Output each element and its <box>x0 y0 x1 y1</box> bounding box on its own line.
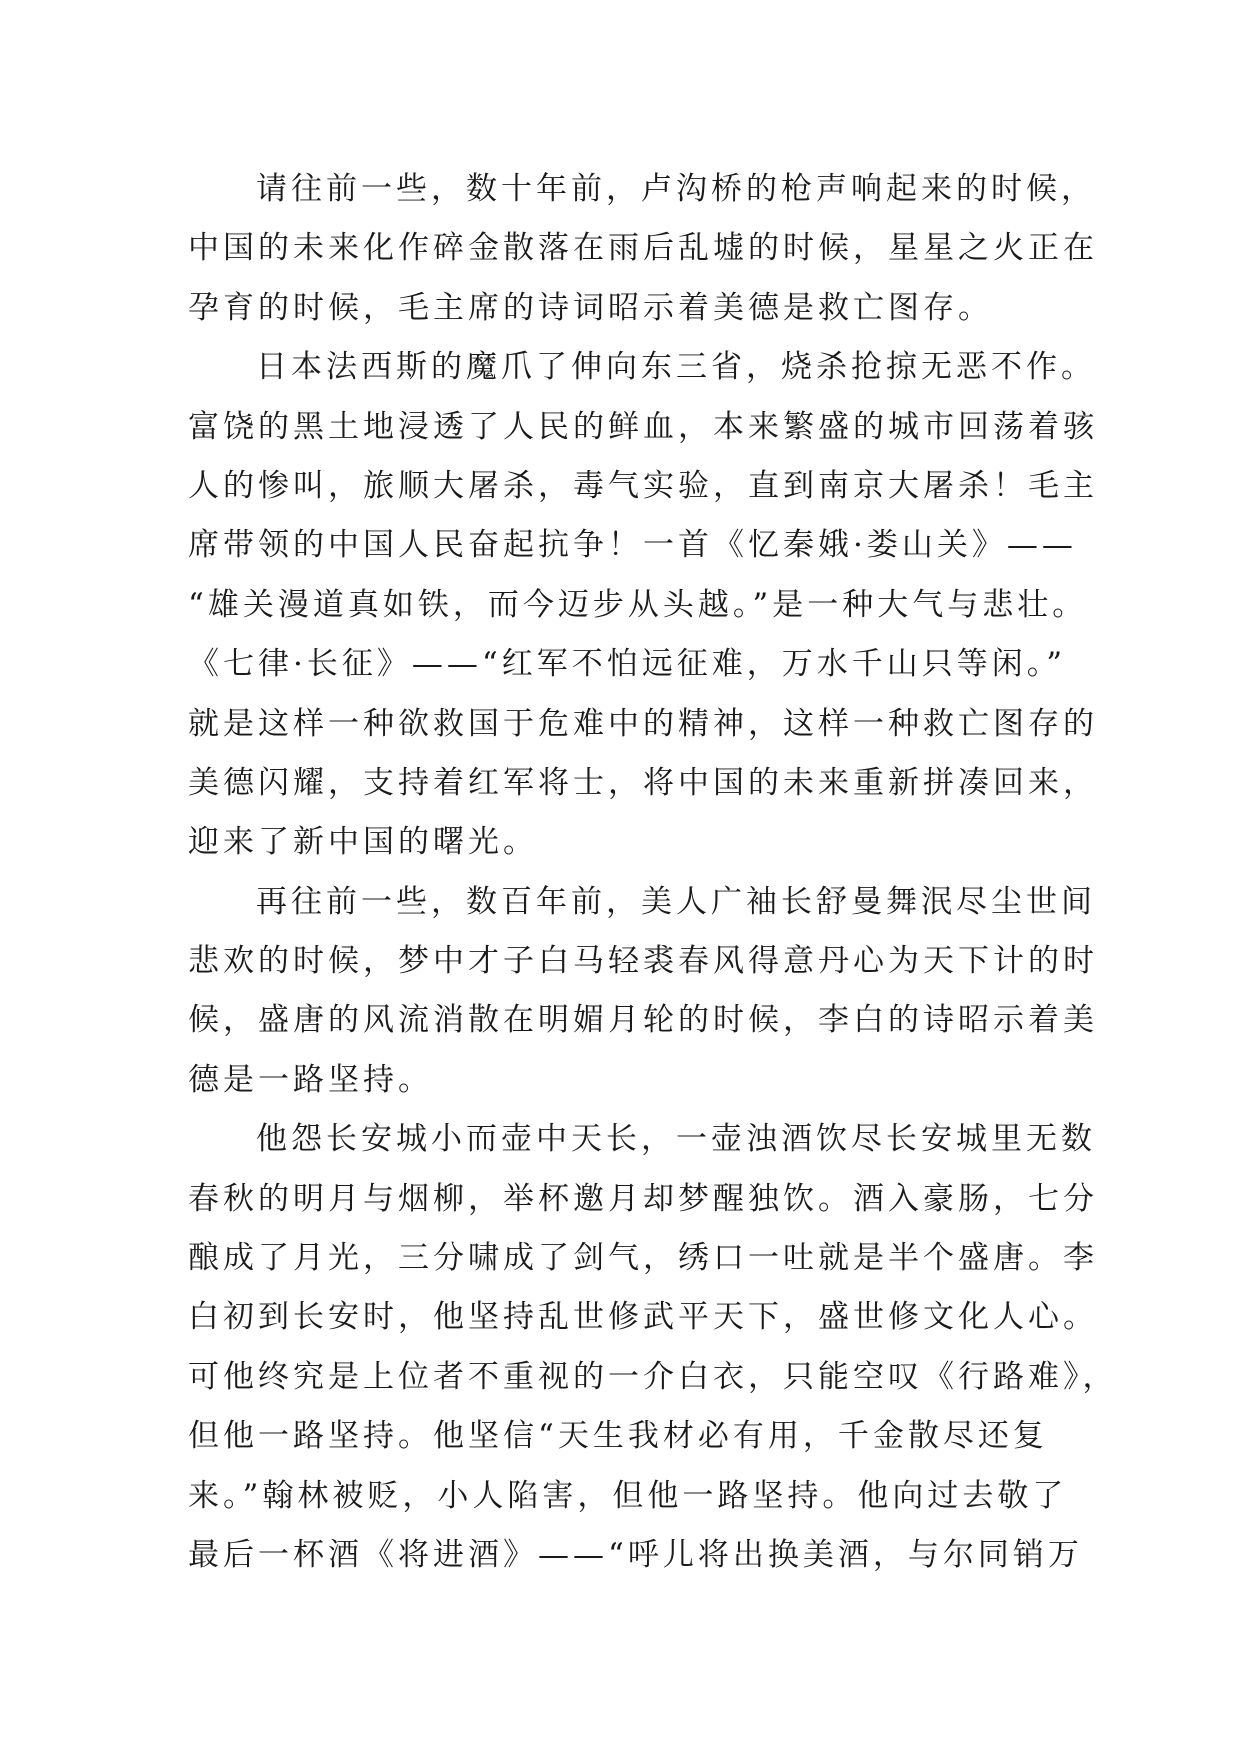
paragraph-line: 白初到长安时，他坚持乱世修武平天下，盛世修文化人心。 <box>188 1299 1098 1336</box>
paragraph-line: 中国的未来化作碎金散落在雨后乱墟的时候，星星之火正在 <box>188 230 1098 267</box>
paragraph-line: 富饶的黑土地浸透了人民的鲜血，本来繁盛的城市回荡着骇 <box>188 408 1098 445</box>
paragraph-line: 春秋的明月与烟柳，举杯邀月却梦醒独饮。酒入豪肠，七分 <box>188 1180 1098 1217</box>
paragraph-line: 请往前一些，数十年前，卢沟桥的枪声响起来的时候， <box>256 171 1096 207</box>
paragraph-line: 来。”翰林被贬，小人陷害，但他一路坚持。他向过去敬了 <box>188 1477 1068 1514</box>
paragraph-line: 就是这样一种欲救国于危难中的精神，这样一种救亡图存的 <box>188 705 1098 742</box>
paragraph-line: 《七律·长征》——“红军不怕远征难，万水千山只等闲。” <box>188 646 1067 683</box>
paragraph-line: 再往前一些，数百年前，美人广袖长舒曼舞泯尽尘世间 <box>256 883 1096 920</box>
paragraph-line: 悲欢的时候，梦中才子白马轻裘春风得意丹心为天下计的时 <box>188 943 1098 980</box>
paragraph-line: 酿成了月光，三分啸成了剑气，绣口一吐就是半个盛唐。李 <box>188 1240 1098 1277</box>
paragraph-line: 德是一路坚持。 <box>188 1061 433 1098</box>
paragraph-line: 孕育的时候，毛主席的诗词昭示着美德是救亡图存。 <box>188 289 993 326</box>
paragraph-line: 美德闪耀，支持着红军将士，将中国的未来重新拼凑回来， <box>188 764 1098 801</box>
paragraph-line: “雄关漫道真如铁，而今迈步从头越。”是一种大气与悲壮。 <box>188 586 1088 623</box>
paragraph-line: 人的惨叫，旅顺大屠杀，毒气实验，直到南京大屠杀！毛主 <box>188 467 1098 504</box>
paragraph-line: 他怨长安城小而壶中天长，一壶浊酒饮尽长安城里无数 <box>256 1121 1096 1158</box>
document-body <box>188 160 1118 1585</box>
paragraph-line: 席带领的中国人民奋起抗争！一首《忆秦娥·娄山关》—— <box>188 527 1077 564</box>
paragraph-line: 但他一路坚持。他坚信“天生我材必有用，千金散尽还复 <box>188 1418 1048 1455</box>
paragraph-line: 日本法西斯的魔爪了伸向东三省，烧杀抢掠无恶不作。 <box>256 349 1096 386</box>
paragraph-line: 可他终究是上位者不重视的一介白衣，只能空叹《行路难》， <box>188 1358 1118 1395</box>
paragraph-line: 候，盛唐的风流消散在明媚月轮的时候，李白的诗昭示着美 <box>188 1002 1098 1039</box>
paragraph-line: 最后一杯酒《将进酒》——“呼儿将出换美酒，与尔同销万 <box>188 1536 1083 1573</box>
paragraph-line: 迎来了新中国的曙光。 <box>188 824 538 861</box>
